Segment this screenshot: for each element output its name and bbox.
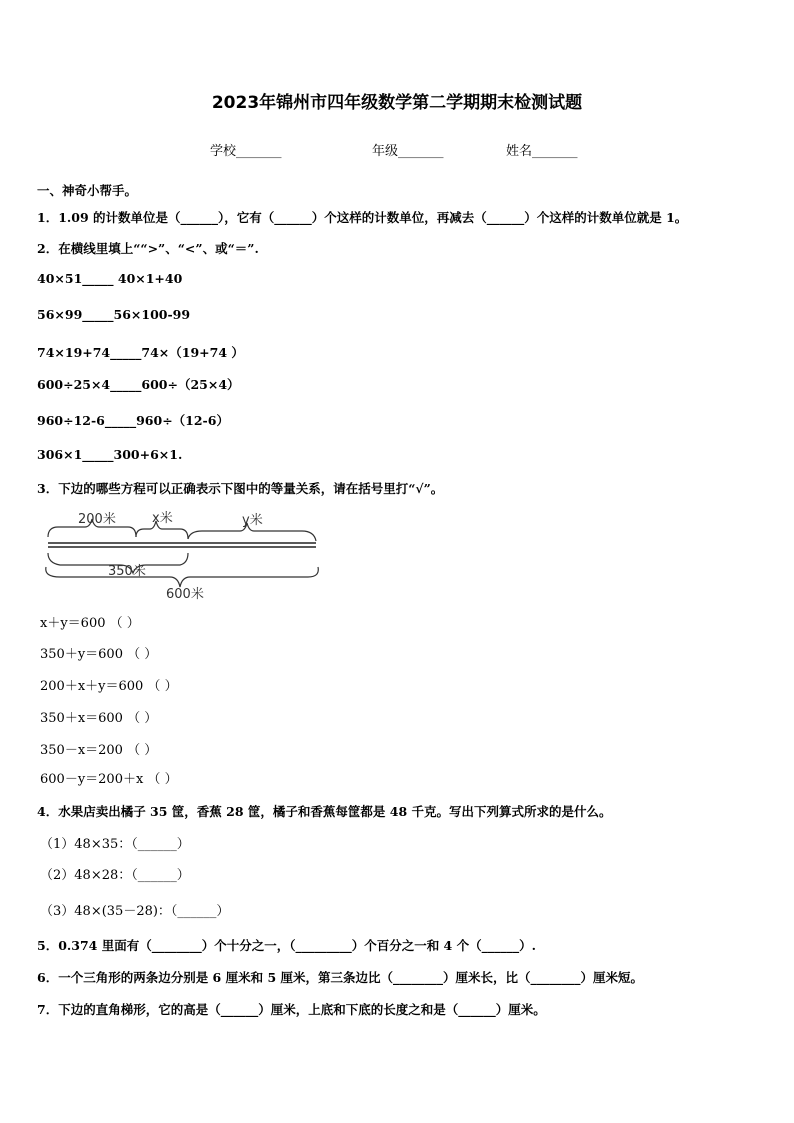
question-2-item: 960÷12-6_____960÷（12-6）: [37, 413, 229, 428]
question-2-item: 600÷25×4_____600÷（25×4）: [37, 377, 240, 392]
label-y: y米: [242, 513, 263, 528]
brace-600: [46, 567, 319, 587]
question-4-prompt: 4．水果店卖出橘子 35 筐，香蕉 28 筐，橘子和香蕉每筐都是 48 千克。写出下列算式所求的是什么。: [37, 804, 612, 819]
label-x: x米: [152, 511, 173, 526]
label-200: 200米: [78, 512, 116, 527]
page-title: 2023年锦州市四年级数学第二学期期末检测试题: [211, 93, 583, 113]
question-3-prompt: 3．下边的哪些方程可以正确表示下图中的等量关系，请在括号里打“√”。: [37, 481, 444, 496]
question-2-item: 74×19+74_____74×（19+74 ）: [37, 345, 244, 360]
question-6: 6．一个三角形的两条边分别是 6 厘米和 5 厘米，第三条边比（________）厘米长，比（________）厘米短。: [37, 970, 644, 985]
question-2-item: 56×99_____56×100-99: [37, 307, 191, 322]
equation-5: 350－x＝200 （ ）: [40, 743, 158, 758]
question-4-item: （1）48×35：（______）: [40, 837, 190, 852]
name-field: 姓名_______: [506, 144, 578, 159]
grade-field: 年级_______: [372, 144, 444, 159]
equation-2: 350＋y＝600 （ ）: [40, 647, 158, 662]
equation-4: 350＋x＝600 （ ）: [40, 711, 158, 726]
question-7: 7．下边的直角梯形，它的高是（______）厘米，上底和下底的长度之和是（______）厘米。: [37, 1002, 546, 1017]
school-field: 学校_______: [210, 144, 282, 159]
section-heading: 一、神奇小帮手。: [37, 183, 138, 198]
label-600: 600米: [166, 587, 204, 602]
question-5: 5．0.374 里面有（________）个十分之一，（_________）个百分之一和 4 个（______）.: [37, 938, 536, 953]
question-2-prompt: 2．在横线里填上““>”、“<”、或“＝”.: [37, 241, 259, 256]
question-1: 1．1.09 的计数单位是（______），它有（______）个这样的计数单位，再减去（______）个这样的计数单位就是 1。: [37, 210, 688, 225]
equation-6: 600－y＝200＋x （ ）: [40, 772, 178, 787]
line-segment-diagram: [40, 505, 330, 605]
label-350: 350米: [108, 564, 146, 579]
question-4-item: （3）48×(35－28)：（______）: [40, 904, 230, 919]
equation-3: 200＋x＋y＝600 （ ）: [40, 679, 178, 694]
question-2-item: 40×51_____ 40×1+40: [37, 271, 183, 286]
question-2-item: 306×1_____300+6×1.: [37, 447, 183, 462]
equation-1: x＋y＝600 （ ）: [40, 616, 140, 631]
question-4-item: （2）48×28：（______）: [40, 868, 190, 883]
